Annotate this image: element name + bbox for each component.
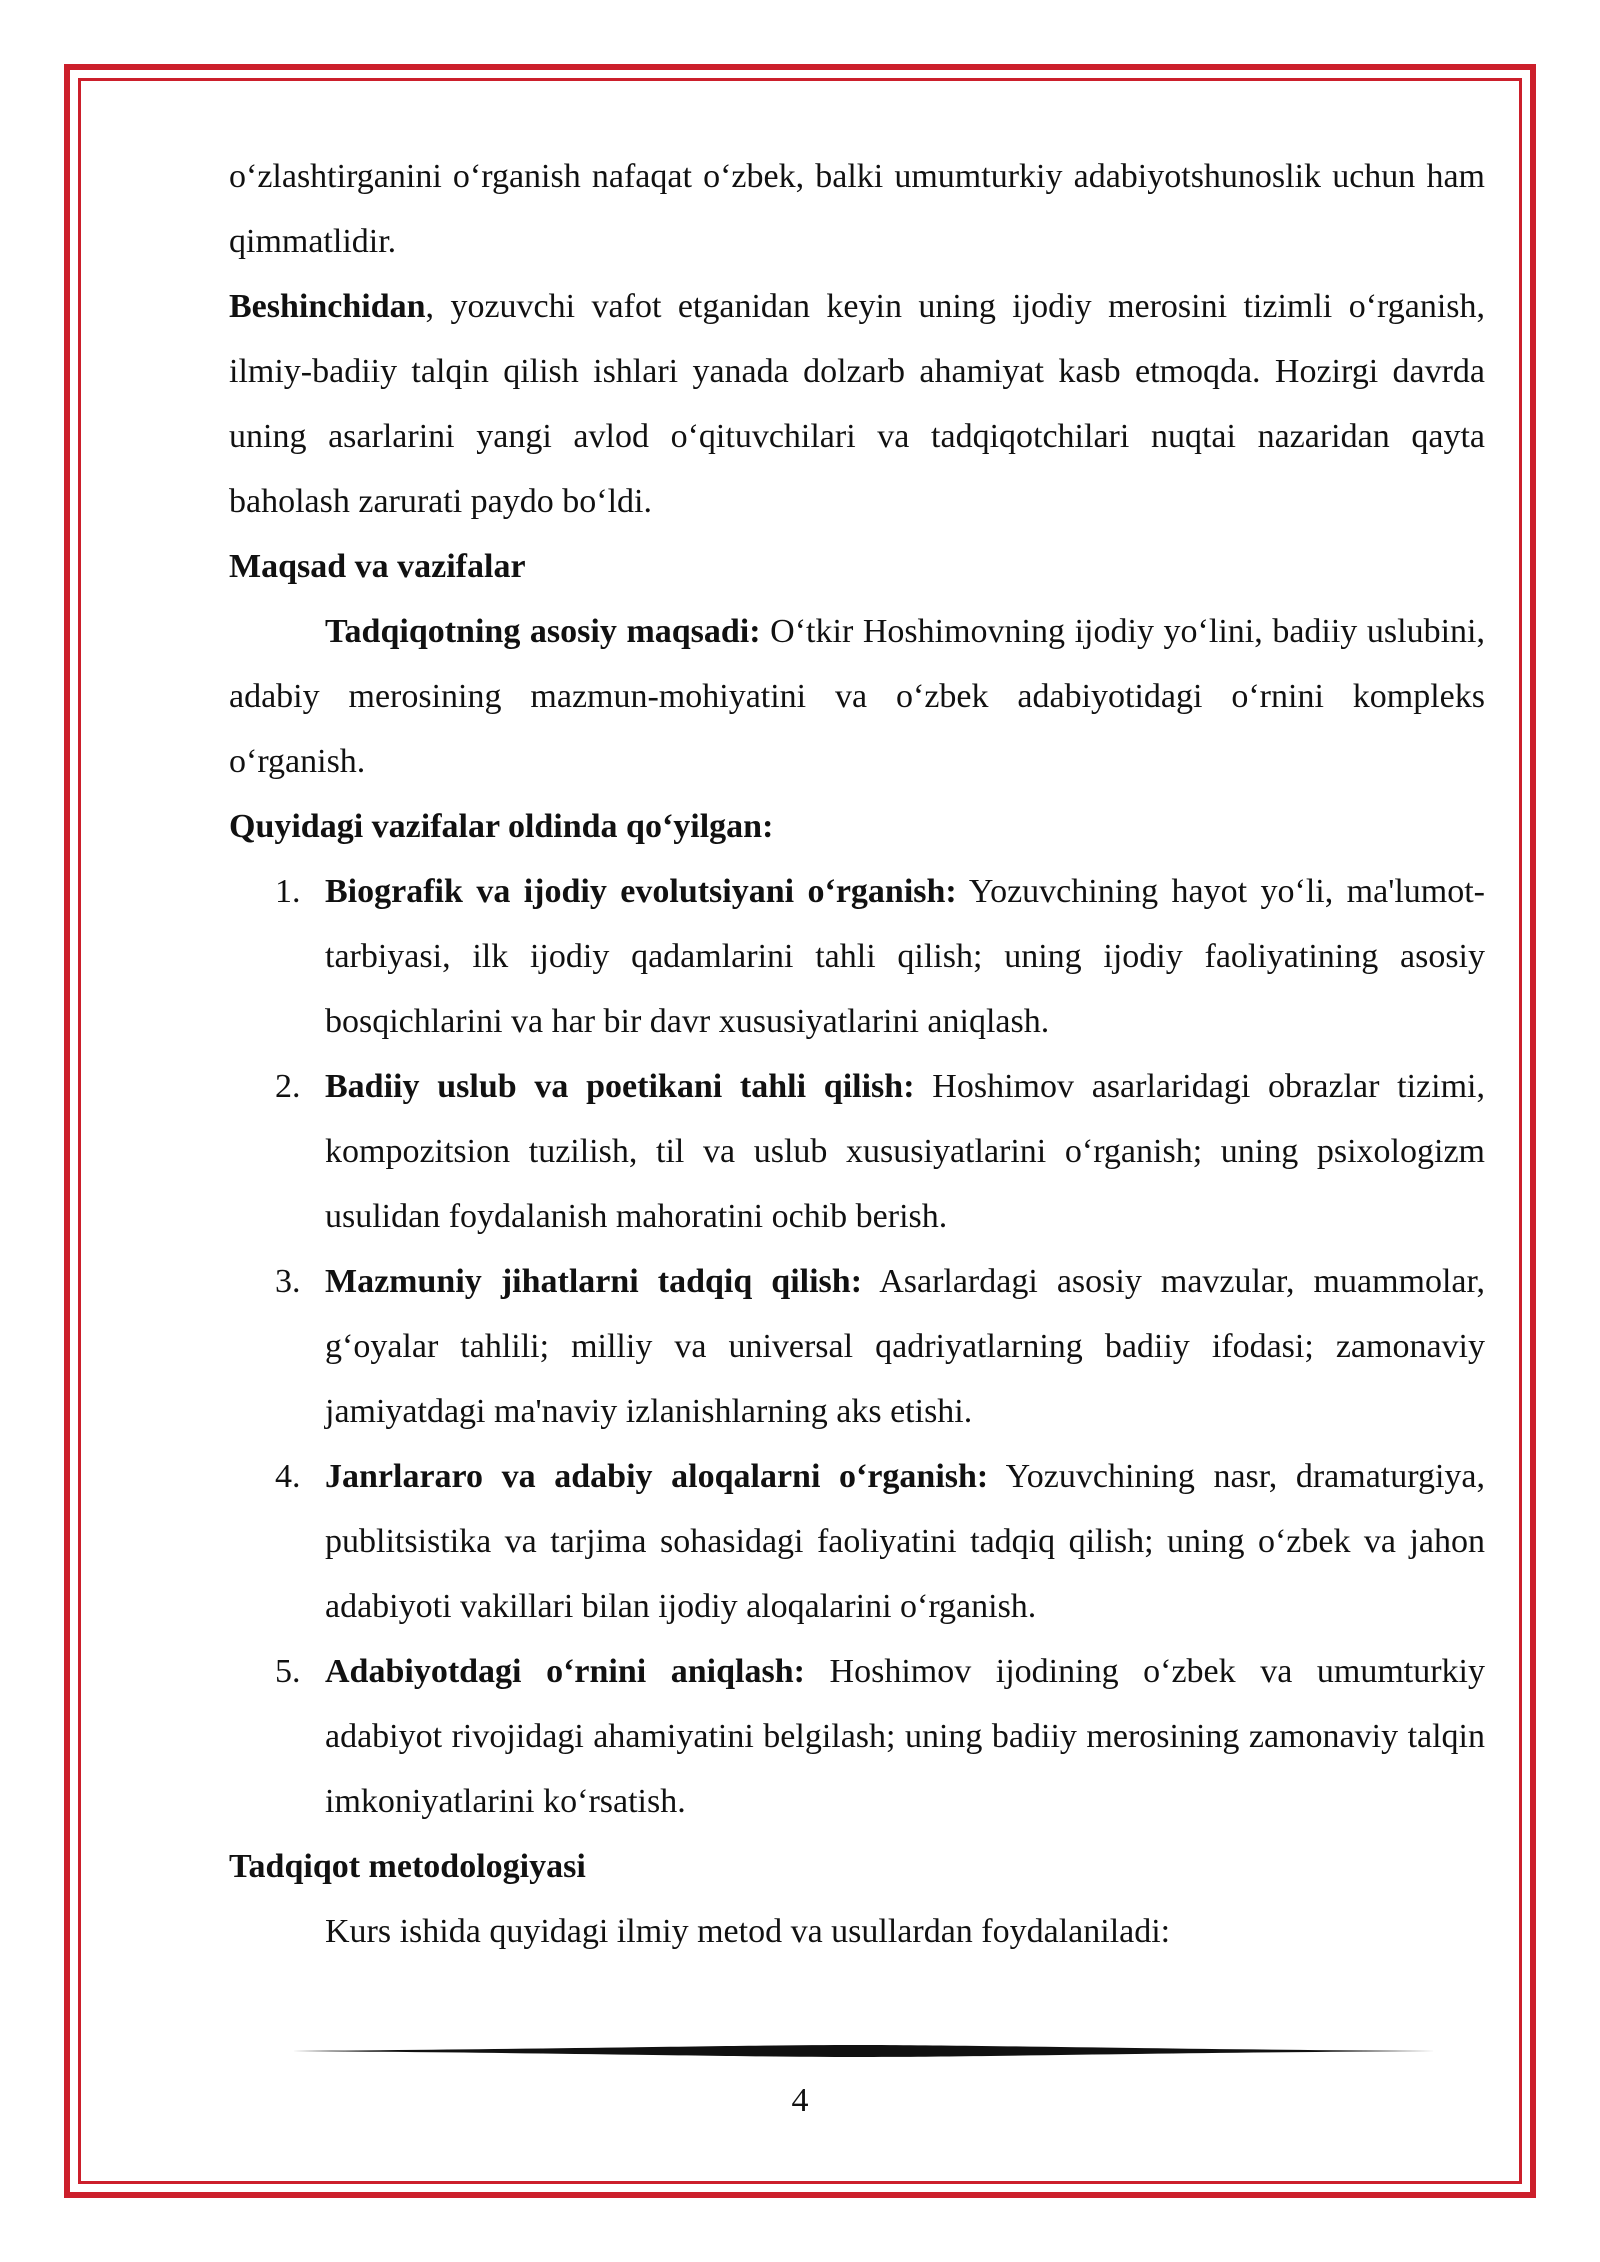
list-item-lead: Adabiyotdagi o‘rnini aniqlash: (325, 1653, 805, 1690)
list-number: 3. (275, 1263, 301, 1300)
list-item-text: Yozuvchining hayot yo‘li, ma'lumot-tarbiyasi, ilk ijodiy qadamlarini tahli qilish; uning ijodiy faoliyatining asosiy bosqichlarini va har bir davr xususiyatlarini aniqlash. (325, 873, 1485, 1040)
heading-methodology: Tadqiqot metodologiyasi (229, 1848, 586, 1885)
paragraph-continued: o‘zlashtirganini o‘rganish nafaqat o‘zbek, balki umumturkiy adabiyotshunoslik uchun ham qimmatlidir. (229, 158, 1485, 260)
list-item-text: Yozuvchining nasr, dramaturgiya, publitsistika va tarjima sohasidagi faoliyatini tadqiq qilish; uning o‘zbek va jahon adabiyoti vakillari bilan ijodiy aloqalarini o‘rganish. (325, 1458, 1485, 1625)
list-item-lead: Janrlararo va adabiy aloqalarni o‘rganish: (325, 1458, 989, 1495)
list-item (229, 1444, 1485, 1639)
list-item-lead: Mazmuniy jihatlarni tadqiq qilish: (325, 1263, 863, 1300)
list-number: 4. (275, 1458, 301, 1495)
list-item (229, 859, 1485, 1054)
list-item-lead: Badiiy uslub va poetikani tahli qilish: (325, 1068, 915, 1105)
list-item-text: Hoshimov ijodining o‘zbek va umumturkiy adabiyot rivojidagi ahamiyatini belgilash; uning badiiy merosining zamonaviy talqin imkoniyatlarini ko‘rsatish. (325, 1653, 1485, 1820)
heading-tasks: Quyidagi vazifalar oldinda qo‘yilgan: (229, 808, 774, 845)
paragraph-fifth-reason (229, 274, 1485, 534)
list-item (229, 1249, 1485, 1444)
paragraph-text: O‘tkir Hoshimovning ijodiy yo‘lini, badiiy uslubini, adabiy merosining mazmun-mohiyatini va o‘zbek adabiyotidagi o‘rnini kompleks o‘rganish. (229, 613, 1485, 780)
list-item-text: Asarlardagi asosiy mavzular, muammolar, g‘oyalar tahlili; milliy va universal qadriyatlarning badiiy ifodasi; zamonaviy jamiyatdagi ma'naviy izlanishlarning aks etishi. (325, 1263, 1485, 1430)
list-item-text: Hoshimov asarlaridagi obrazlar tizimi, kompozitsion tuzilish, til va uslub xususiyatlarini o‘rganish; uning psixologizm usulidan foydalanish mahoratini ochib berish. (325, 1068, 1485, 1235)
list-item (229, 1639, 1485, 1834)
paragraph-lead: Tadqiqotning asosiy maqsadi: (325, 613, 761, 650)
paragraph-text: , yozuvchi vafot etganidan keyin uning ijodiy merosini tizimli o‘rganish, ilmiy-badiiy talqin qilish ishlari yanada dolzarb ahamiyat kasb etmoqda. Hozirgi davrda uning asarlarini yangi avlod o‘qituvchilari va tadqiqotchilari nuqtai nazaridan qayta baholash zarurati paydo bo‘ldi. (229, 288, 1485, 520)
heading-goals: Maqsad va vazifalar (229, 548, 526, 585)
list-number: 2. (275, 1068, 301, 1105)
paragraph-methods: Kurs ishida quyidagi ilmiy metod va usullardan foydalaniladi: (325, 1913, 1171, 1950)
footer-divider (279, 2044, 1435, 2058)
paragraph-main-goal (229, 599, 1485, 794)
page-content (229, 144, 1485, 1964)
page-number: 4 (791, 2082, 809, 2119)
list-number: 5. (275, 1653, 301, 1690)
list-item (229, 1054, 1485, 1249)
list-item-lead: Biografik va ijodiy evolutsiyani o‘rganish: (325, 873, 957, 910)
paragraph-lead: Beshinchidan (229, 288, 426, 325)
list-number: 1. (275, 873, 301, 910)
task-list (229, 859, 1485, 1834)
